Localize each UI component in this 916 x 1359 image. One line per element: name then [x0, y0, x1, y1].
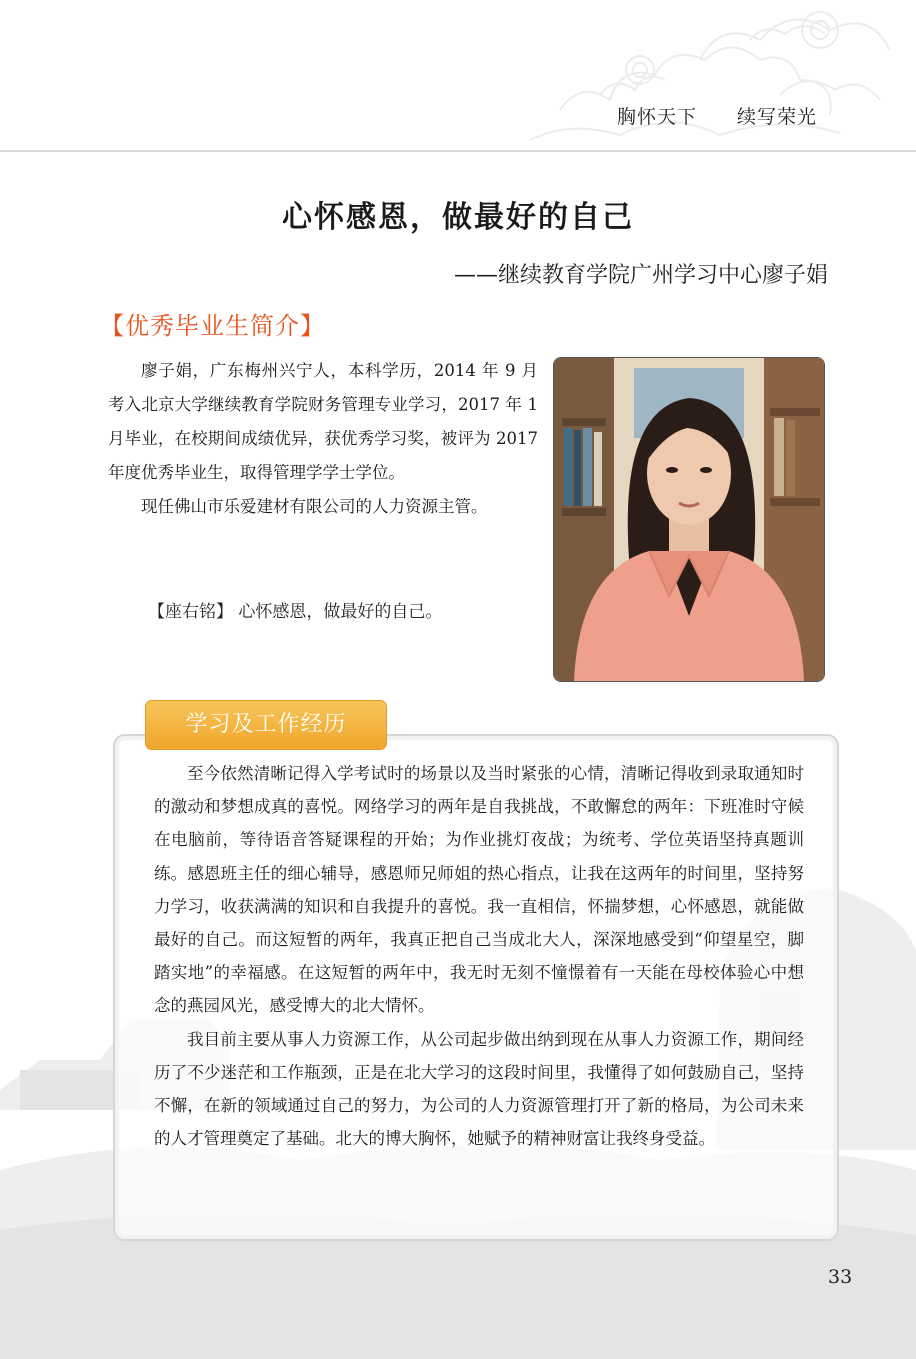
page-header [0, 0, 916, 152]
profile-paragraph: 廖子娟，广东梅州兴宁人，本科学历，2014 年 9 月考入北京大学继续教育学院财务管理专业学习，2017 年 1 月毕业，在校期间成绩优异，获优秀学习奖，被评为 2017 年度优秀毕业生，取得管理学学士学位。 [108, 361, 538, 482]
header-slogan-left: 胸怀天下 [617, 106, 698, 128]
graduate-portrait-photo [553, 357, 825, 682]
profile-heading: 【优秀毕业生简介】 [100, 312, 325, 340]
header-slogan-right: 续写荣光 [737, 106, 818, 128]
article-byline: ——继续教育学院广州学习中心廖子娟 [453, 263, 828, 288]
profile-paragraph: 现任佛山市乐爱建材有限公司的人力资源主管。 [141, 497, 488, 516]
cloud-pattern-decoration [520, 0, 916, 148]
experience-tab-label: 学习及工作经历 [145, 700, 387, 750]
experience-body [154, 757, 804, 1155]
article-title: 心怀感恩，做最好的自己 [282, 200, 634, 235]
motto: 【座右铭】 心怀感恩，做最好的自己。 [148, 602, 443, 622]
experience-paragraph: 我目前主要从事人力资源工作，从公司起步做出纳到现在从事人力资源工作，期间经历了不少迷茫和工作瓶颈，正是在北大学习的这段时间里，我懂得了如何鼓励自己，坚持不懈，在新的领域通过自己的努力，为公司的人力资源管理打开了新的格局，为公司未来的人才管理奠定了基础。北大的博大胸怀，她赋予的精神财富让我终身受益。 [154, 1029, 804, 1149]
page-number: 33 [828, 1266, 853, 1288]
experience-paragraph: 至今依然清晰记得入学考试时的场景以及当时紧张的心情，清晰记得收到录取通知时的激动和梦想成真的喜悦。网络学习的两年是自我挑战，不敢懈怠的两年：下班准时守候在电脑前，等待语音答疑课程的开始；为作业挑灯夜战；为统考、学位英语坚持真题训练。感恩班主任的细心辅导，感恩师兄师姐的热心指点，让我在这两年的时间里，坚持努力学习，收获满满的知识和自我提升的喜悦。我一直相信，怀揣梦想，心怀感恩，就能做最好的自己。而这短暂的两年，我真正把自己当成北大人，深深地感受到“仰望星空，脚踏实地”的幸福感。在这短暂的两年中，我无时无刻不憧憬着有一天能在母校体验心中想念的燕园风光，感受博大的北大情怀。 [154, 764, 804, 1016]
profile-intro [108, 354, 538, 524]
